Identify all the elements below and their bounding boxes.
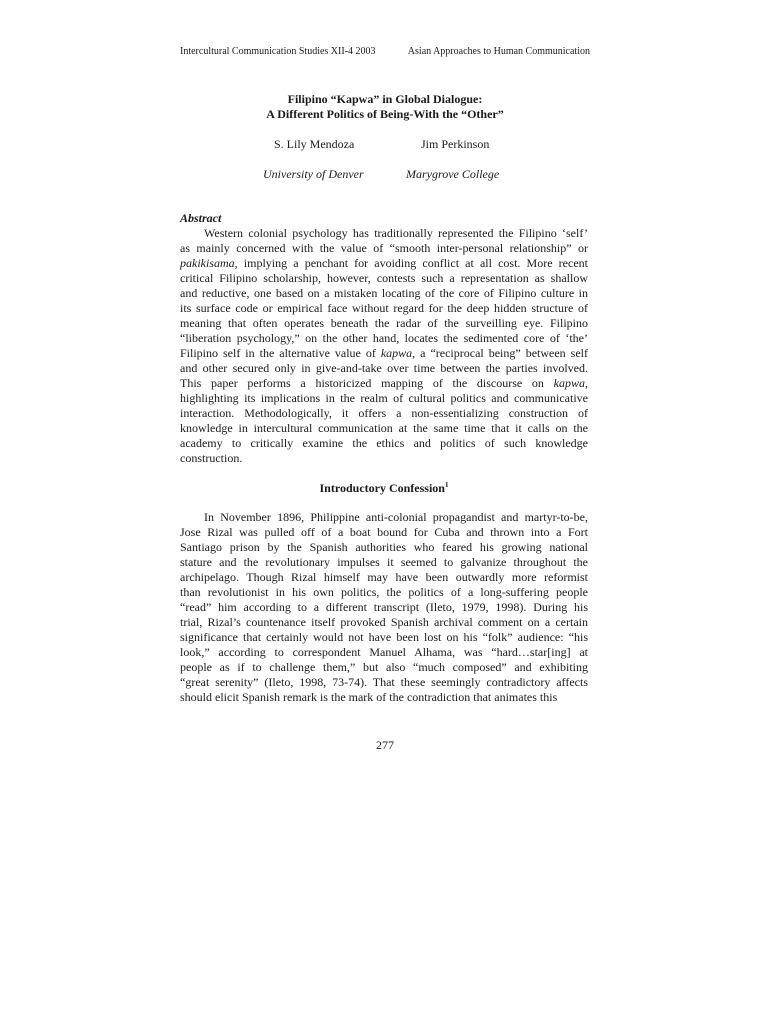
author-affiliations	[180, 167, 590, 182]
abstract-line: as mainly concerned with the value of “smooth inter-personal relationship” or	[180, 241, 588, 255]
author-name: S. Lily Mendoza	[274, 137, 355, 151]
abstract-line: Western colonial psychology has traditionally represented the Filipino ‘self’	[204, 226, 588, 240]
section-line: archipelago. Though Rizal himself may have been outwardly more reformist	[180, 570, 588, 584]
abstract-line: interaction. Methodologically, it offers a non-essentializing construction of	[180, 406, 588, 420]
section-line: look,” according to correspondent Manuel Alhama, was “hard…star[ing] at	[180, 645, 588, 659]
abstract-line: academy to critically examine the ethics and politics of such knowledge	[180, 436, 588, 450]
section-line: than revolutionist in his own politics, the politics of a long-suffering people	[180, 585, 588, 599]
author-affiliation: Marygrove College	[406, 167, 500, 181]
abstract-line: meaning that often operates beneath the radar of the surveilling eye. Filipino	[180, 316, 588, 330]
section-line: should elicit Spanish remark is the mark of the contradiction that animates this	[180, 690, 558, 704]
abstract-line: Filipino self in the alternative value of kapwa, a “reciprocal being” between self	[180, 346, 588, 360]
section-line: trial, Rizal’s countenance itself provoked Spanish archival comment on a certain	[180, 615, 588, 629]
abstract-paragraph	[180, 226, 588, 466]
abstract-line: “liberation psychology,” on the other hand, locates the sedimented core of ‘the’	[180, 331, 588, 345]
footnote-marker[interactable]: 1	[444, 481, 449, 489]
section-paragraph	[180, 510, 588, 705]
abstract-line: construction.	[180, 451, 243, 465]
title-line-1: Filipino “Kapwa” in Global Dialogue:	[287, 92, 483, 106]
section-line: Santiago prison by the Spanish authorities who feared his growing national	[180, 540, 588, 554]
paper-title	[180, 92, 590, 122]
section-heading	[180, 481, 588, 496]
paper-body	[180, 211, 588, 705]
abstract-line: and reductive, one based on a mistaken locating of the core of Filipino culture in	[180, 286, 588, 300]
section-line: “great serenity” (Ileto, 1998, 73-74). That these seemingly contradictory affects	[180, 675, 588, 689]
section-line: Jose Rizal was pulled off of a boat bound for Cuba and thrown into a Fort	[180, 525, 588, 539]
section-line: stature and the revolutionary impulses it seemed to galvanize throughout the	[180, 555, 588, 569]
section-title: Introductory Confession	[319, 481, 445, 495]
author-names	[180, 137, 590, 152]
abstract-heading: Abstract	[180, 211, 222, 225]
section-line: In November 1896, Philippine anti-colonial propagandist and martyr-to-be,	[204, 510, 588, 524]
header-theme: Asian Approaches to Human Communication	[407, 46, 590, 57]
section-line: people as if to challenge them,” but also “much composed” and exhibiting	[180, 660, 588, 674]
section-line: “read” him according to a different transcript (Ileto, 1979, 1998). During his	[180, 600, 588, 614]
title-line-2: A Different Politics of Being-With the “Other”	[266, 107, 504, 121]
abstract-line: its surface code or empirical face without regard for the deep hidden structure of	[180, 301, 588, 315]
abstract-line: and other secured only in give-and-take over time between the parties involved.	[180, 361, 588, 375]
author-name: Jim Perkinson	[421, 137, 490, 151]
header-journal: Intercultural Communication Studies XII-4 2003	[180, 46, 376, 57]
abstract-line: knowledge in intercultural communication at the same time that it calls on the	[180, 421, 588, 435]
abstract-line: critical Filipino scholarship, however, contests such a representation as shallow	[180, 271, 588, 285]
abstract-line: pakikisama, implying a penchant for avoiding conflict at all cost. More recent	[180, 256, 588, 270]
abstract-line: This paper performs a historicized mapping of the discourse on kapwa,	[180, 376, 588, 390]
author-affiliation: University of Denver	[263, 167, 364, 181]
page-number: 277	[376, 738, 394, 752]
running-header	[180, 46, 590, 57]
section-line: significance that certainly would not have been lost on his “folk” audience: “his	[180, 630, 588, 644]
abstract-line: highlighting its implications in the realm of cultural politics and communicative	[180, 391, 588, 405]
